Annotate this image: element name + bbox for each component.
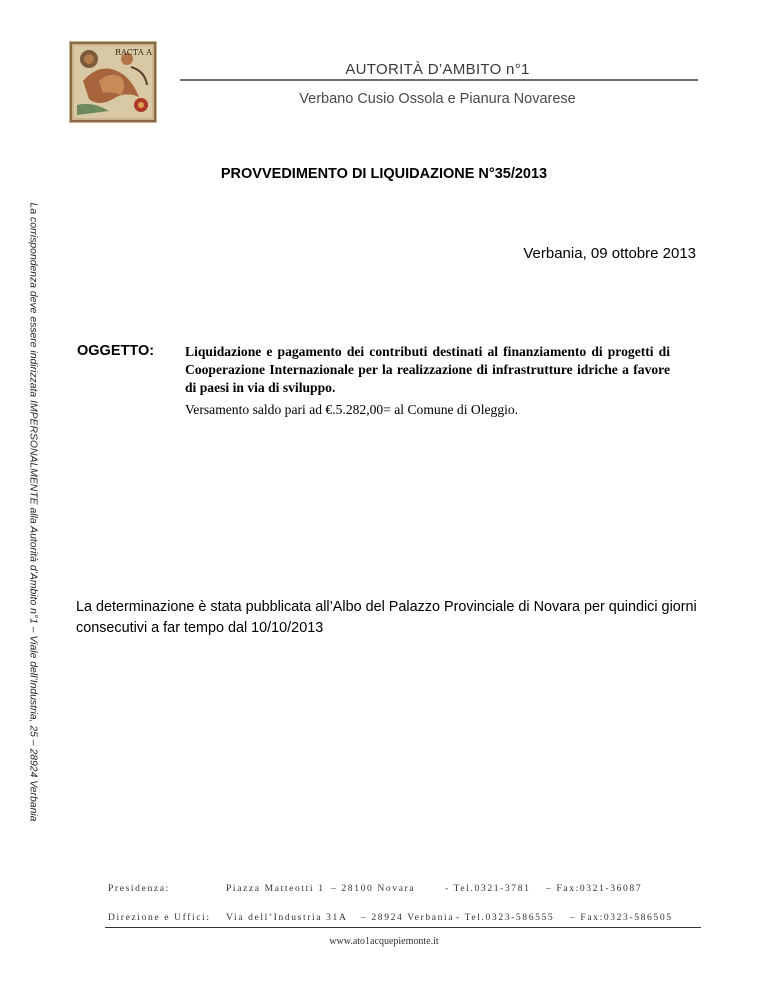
footer-city: – 28924 Verbania [361, 912, 455, 923]
website-link[interactable]: www.ato1acquepiemonte.it [329, 936, 439, 947]
document-date: Verbania, 09 ottobre 2013 [523, 245, 696, 262]
authority-territory: Verbano Cusio Ossola e Pianura Novarese [299, 91, 576, 107]
header-divider [180, 79, 698, 81]
footer-label: Direzione e Uffici: [108, 912, 211, 923]
publication-note: La determinazione è stata pubblicata all’Albo del Palazzo Provinciale di Novara per quindici giorni consecutivi a far tempo dal 10/10/2013 [76, 599, 697, 636]
vertical-note-text: La corrispondenza deve essere indirizzata IMPERSONALMENTE alla Autorità d’Ambito n°1 – Viale dell’Industria, 25 – 28924 Verbania [27, 202, 39, 822]
footer-fax: – Fax:0321-36087 [546, 883, 643, 894]
footer-label: Presidenza: [108, 883, 170, 894]
footer-divider [105, 927, 701, 928]
svg-text:RACTA A: RACTA A [115, 48, 152, 57]
mosaic-logo-icon [69, 41, 157, 123]
payment-text: Versamento saldo pari ad €.5.282,00= al Comune di Oleggio. [185, 402, 519, 417]
authority-logo [69, 41, 157, 123]
footer-tel: - Tel.0323-586555 [456, 912, 555, 923]
footer-address: Piazza Matteotti 1 [226, 883, 325, 894]
footer-city: – 28100 Novara [331, 883, 416, 894]
subject-label: OGGETTO: [77, 343, 155, 359]
footer-tel: - Tel.0321-3781 [445, 883, 531, 894]
document-title: PROVVEDIMENTO DI LIQUIDAZIONE N°35/2013 [220, 166, 548, 182]
footer-address: Via dell’Industria 31A [226, 912, 348, 923]
footer-fax: – Fax:0323-586505 [570, 912, 673, 923]
authority-name: AUTORITÀ D’AMBITO n°1 [345, 61, 530, 78]
subject-text: Liquidazione e pagamento dei contributi destinati al finanziamento di progetti di Cooperazione Internazionale per la realizzazione di infrastrutture idriche a favore di paesi in via di sviluppo. [185, 344, 670, 395]
